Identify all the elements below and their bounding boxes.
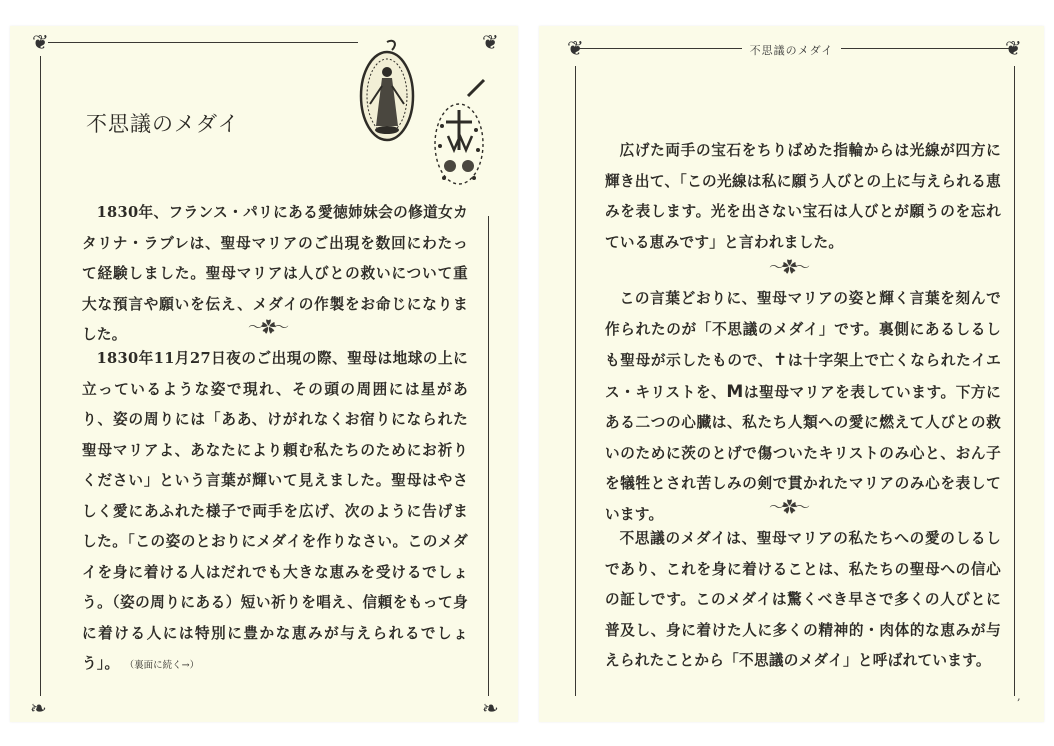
page-corner-mark: ‚ [1017, 690, 1021, 703]
running-header [539, 42, 1044, 58]
frame-left-line [40, 56, 41, 696]
right-page [539, 26, 1044, 722]
continued-note: （裏面に続く→） [129, 660, 200, 671]
right-body-section-2 [605, 284, 1001, 530]
ornament-divider-icon: ～✿～ [769, 498, 809, 516]
right-paragraph-3: 不思議のメダイは、聖母マリアの私たちへの愛のしるしであり、これを身に着けることは、私たちの聖母への信心の証しです。このメダイは驚くべき早さで多くの人びとに普及し、身に着けた人に多くの精神的・肉体的な恵みが与えられたことから「不思議のメダイ」と呼ばれています。 [605, 530, 1001, 669]
miraculous-medal-front-icon [354, 34, 420, 146]
left-paragraph-1: 1830年、フランス・パリにある愛徳姉妹会の修道女カタリナ・ラブレは、聖母マリアのご出現を数回にわたって経験しました。聖母マリアは人びとの救いについて重大な預言や願いを伝え、メダイの作製をお命じになりました。 [82, 204, 468, 343]
right-paragraph-2c: は聖母マリアを表しています。下方にある二つの心臓は、私たち人類への愛に燃えて人びとの救いのために茨のとげで傷ついたキリストのみ心と、おん子を犠牲とされ苦しみの剣で貫かれたマリアのみ心を表しています。 [605, 383, 1002, 523]
left-page [10, 26, 518, 722]
m-symbol-icon: M [726, 381, 744, 402]
running-header-text: 不思議のメダイ [742, 44, 842, 57]
corner-flourish-icon: ❧ [482, 696, 499, 720]
corner-flourish-icon: ❦ [32, 30, 49, 54]
ornament-divider-icon: ～✿～ [769, 258, 809, 276]
left-paragraph-2: 1830年11月27日夜のご出現の際、聖母は地球の上に立っているような姿で現れ、その頭の周囲には星があり、姿の周りには「ああ、けがれなくお宿りになられた聖母マリアよ、あなたにより頼む私たちのためにお祈りください」という言葉が輝いて見えました。聖母はやさしく愛にあふれた様子で両手を広げ、次のように告げました。「この姿のとおりにメダイを作りなさい。このメダイを身に着ける人はだれでも大きな恵みを受けるでしょう。（姿の周りにある）短い祈りを唱え、信頼をもって身に着ける人には特別に豊かな恵みが与えられるでしょう」。 [82, 350, 468, 672]
right-paragraph-2a: この言葉どおりに、聖母マリアの姿と輝く言葉を刻んで作られたのが「不思議のメダイ」です。裏側にあるしるしも聖母が示したもので、 [605, 290, 1001, 369]
frame-left-line [575, 66, 576, 696]
right-paragraph-1: 広げた両手の宝石をちりばめた指輪からは光線が四方に輝き出て、「この光線は私に願う人びとの上に与えられる恵みを表します。光を出さない宝石は人びとが願うのを忘れている恵みです」と言われました。 [605, 142, 1001, 251]
corner-flourish-icon: ❦ [482, 30, 499, 54]
right-body-section-3 [605, 524, 1001, 677]
left-body-section-2 [82, 344, 468, 682]
right-body-section-1 [605, 136, 1001, 258]
right-paragraph-2b: は十字架上で亡くなられたイエス・キリストを、 [605, 352, 1001, 401]
miraculous-medal-back-icon [422, 66, 496, 198]
ornament-divider-icon: ～✿～ [248, 318, 288, 336]
frame-top-line [48, 42, 358, 43]
frame-right-line [488, 216, 489, 696]
frame-right-line [1014, 66, 1015, 696]
corner-flourish-icon: ❦ [567, 36, 584, 60]
corner-flourish-icon: ❧ [30, 696, 47, 720]
page-title: 不思議のメダイ [86, 112, 240, 136]
corner-flourish-icon: ❦ [1005, 36, 1022, 60]
cross-symbol-icon: ✝ [772, 350, 788, 370]
